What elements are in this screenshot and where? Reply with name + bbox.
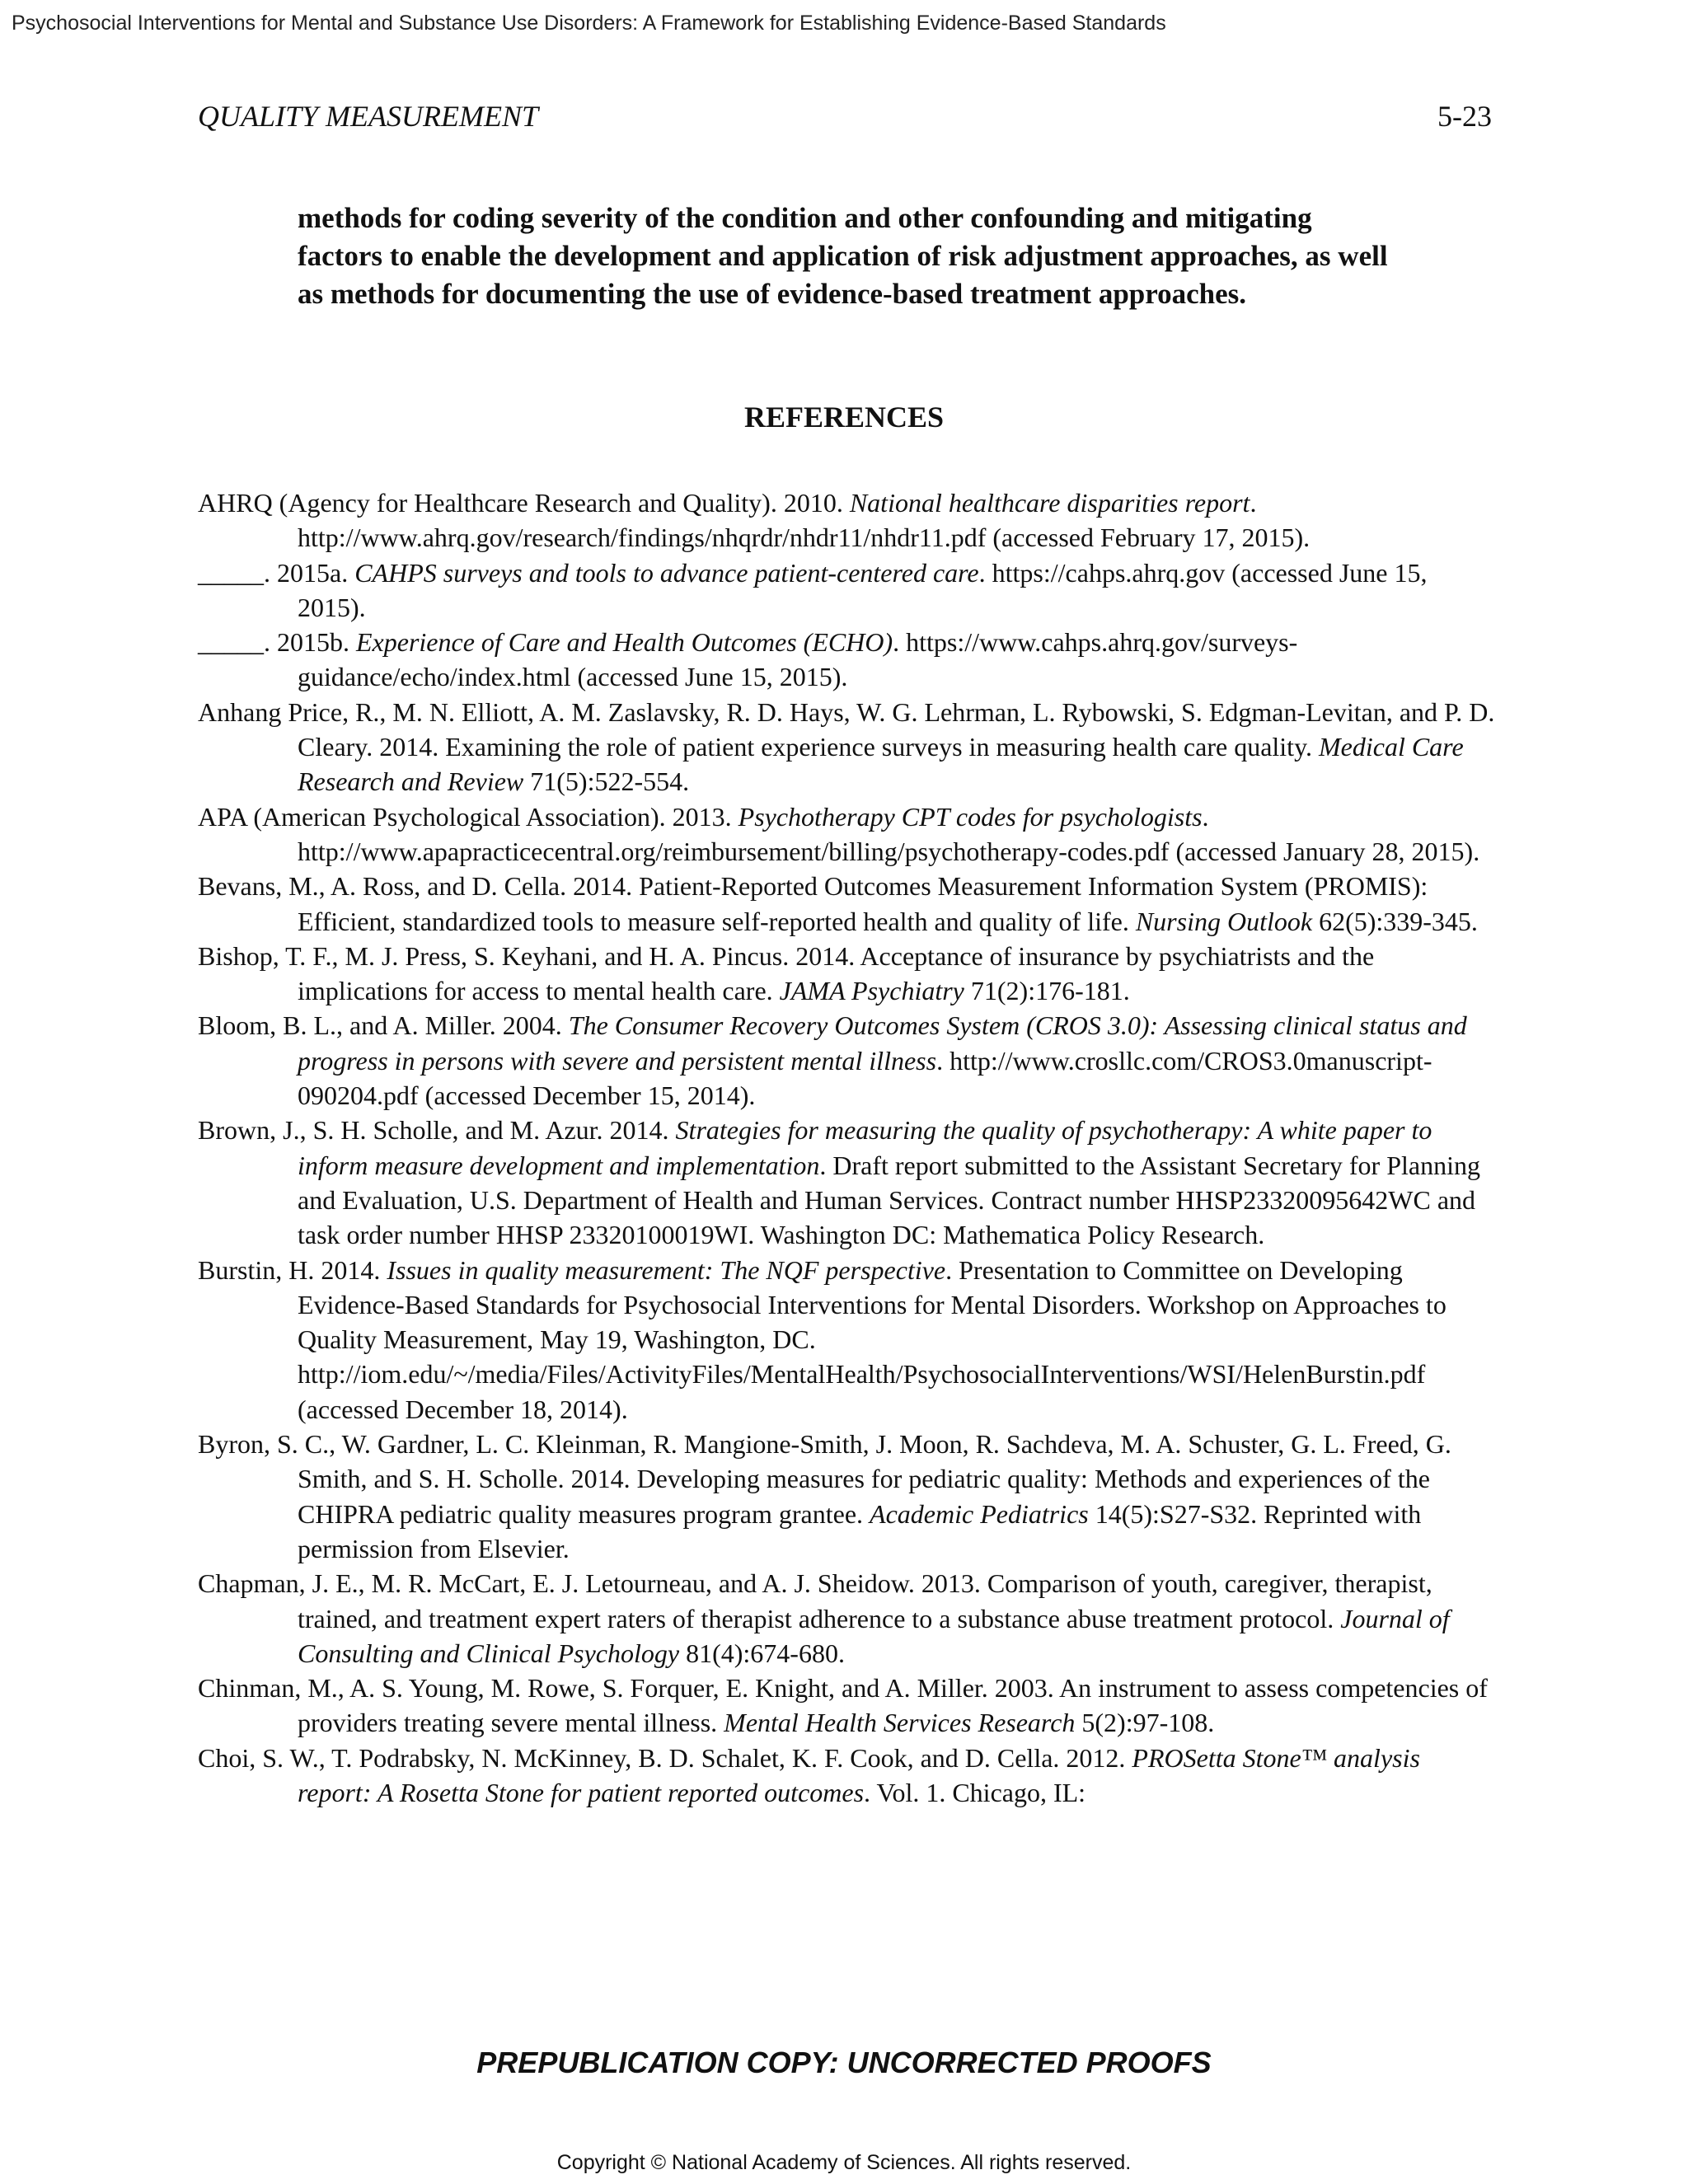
page-header — [198, 99, 1492, 134]
running-head: Psychosocial Interventions for Mental and Substance Use Disorders: A Framework for Establishing Evidence-Based Standards — [12, 12, 1166, 35]
reference-entry: APA (American Psychological Association). 2013. Psychotherapy CPT codes for psychologists. http://www.apapracticecentral.org/reimbursement/billing/psychotherapy-codes.pdf (accessed January 28, 2015). — [198, 801, 1480, 866]
reference-entry: Burstin, H. 2014. Issues in quality measurement: The NQF perspective. Presentation to Committee on Developing Evidence-Based Standards for Psychosocial Interventions for Mental Disorders. Workshop on Approaches to Quality Measurement, May 19, Washington, DC. http://iom.edu/~/media/Files/ActivityFiles/MentalHealth/PsychosocialInterventions/WSI/HelenBurstin.pdf (accessed December 18, 2014). — [198, 1254, 1447, 1424]
proof-notice: PREPUBLICATION COPY: UNCORRECTED PROOFS — [476, 2046, 1212, 2079]
reference-list — [198, 485, 1500, 1810]
recommendation-text: methods for coding severity of the condition and other confounding and mitigating factors to enable the development and application of risk adjustment approaches, as well as methods for documenting the use of evidence-based treatment approaches. — [298, 202, 1388, 310]
reference-entry: Chapman, J. E., M. R. McCart, E. J. Letourneau, and A. J. Sheidow. 2013. Comparison of youth, caregiver, therapist, trained, and treatment expert raters of therapist adherence to a substance abuse treatment protocol. Journal of Consulting and Clinical Psychology 81(4):674-680. — [198, 1568, 1450, 1668]
copyright-notice: Copyright © National Academy of Sciences. All rights reserved. — [556, 2151, 1132, 2174]
page-number: 5-23 — [1437, 100, 1492, 133]
reference-entry: Brown, J., S. H. Scholle, and M. Azur. 2014. Strategies for measuring the quality of psychotherapy: A white paper to inform measure development and implementation. Draft report submitted to the Assistant Secretary for Planning and Evaluation, U.S. Department of Health and Human Services. Contract number HHSP23320095642WC and task order number HHSP 23320100019WI. Washington DC: Mathematica Policy Research. — [198, 1115, 1480, 1250]
reference-entry: _____. 2015b. Experience of Care and Health Outcomes (ECHO). https://www.cahps.ahrq.gov/surveys-guidance/echo/index.html (accessed June 15, 2015). — [198, 627, 1298, 692]
reference-entry: _____. 2015a. CAHPS surveys and tools to advance patient-centered care. https://cahps.ahrq.gov (accessed June 15, 2015). — [198, 557, 1428, 622]
references-heading: REFERENCES — [743, 401, 945, 434]
reference-entry: Byron, S. C., W. Gardner, L. C. Kleinman, R. Mangione-Smith, J. Moon, R. Sachdeva, M. A. Schuster, G. L. Freed, G. Smith, and S. H. Scholle. 2014. Developing measures for pediatric quality: Methods and experiences of the CHIPRA pediatric quality measures program grantee. Academic Pediatrics 14(5):S27-S32. Reprinted with permission from Elsevier. — [198, 1429, 1451, 1563]
reference-entry: Bevans, M., A. Ross, and D. Cella. 2014. Patient-Reported Outcomes Measurement Information System (PROMIS): Efficient, standardized tools to measure self-reported health and quality of life. Nursing Outlook 62(5):339-345. — [198, 871, 1478, 936]
reference-entry: AHRQ (Agency for Healthcare Research and Quality). 2010. National healthcare disparities report. http://www.ahrq.gov/research/findings/nhqrdr/nhdr11/nhdr11.pdf (accessed February 17, 2015). — [198, 488, 1311, 553]
reference-entry: Chinman, M., A. S. Young, M. Rowe, S. Forquer, E. Knight, and A. Miller. 2003. An instrument to assess competencies of providers treating severe mental illness. Mental Health Services Research 5(2):97-108. — [198, 1673, 1488, 1738]
reference-entry: Bishop, T. F., M. J. Press, S. Keyhani, and H. A. Pincus. 2014. Acceptance of insurance by psychiatrists and the implications for access to mental health care. JAMA Psychiatry 71(2):176-181. — [198, 940, 1375, 1006]
section-title: QUALITY MEASUREMENT — [198, 100, 538, 133]
reference-entry: Choi, S. W., T. Podrabsky, N. McKinney, B. D. Schalet, K. F. Cook, and D. Cella. 2012. PROSetta Stone™ analysis report: A Rosetta Stone for patient reported outcomes. Vol. 1. Chicago, IL: — [198, 1742, 1420, 1807]
reference-entry: Anhang Price, R., M. N. Elliott, A. M. Zaslavsky, R. D. Hays, W. G. Lehrman, L. Rybowski, S. Edgman-Levitan, and P. D. Cleary. 2014. Examining the role of patient experience surveys in measuring health care quality. Medical Care Research and Review 71(5):522-554. — [198, 696, 1495, 797]
reference-entry: Bloom, B. L., and A. Miller. 2004. The Consumer Recovery Outcomes System (CROS 3.0): Assessing clinical status and progress in persons with severe and persistent mental illness. http://www.crosllc.com/CROS3.0manuscript-090204.pdf (accessed December 15, 2014). — [198, 1010, 1467, 1111]
